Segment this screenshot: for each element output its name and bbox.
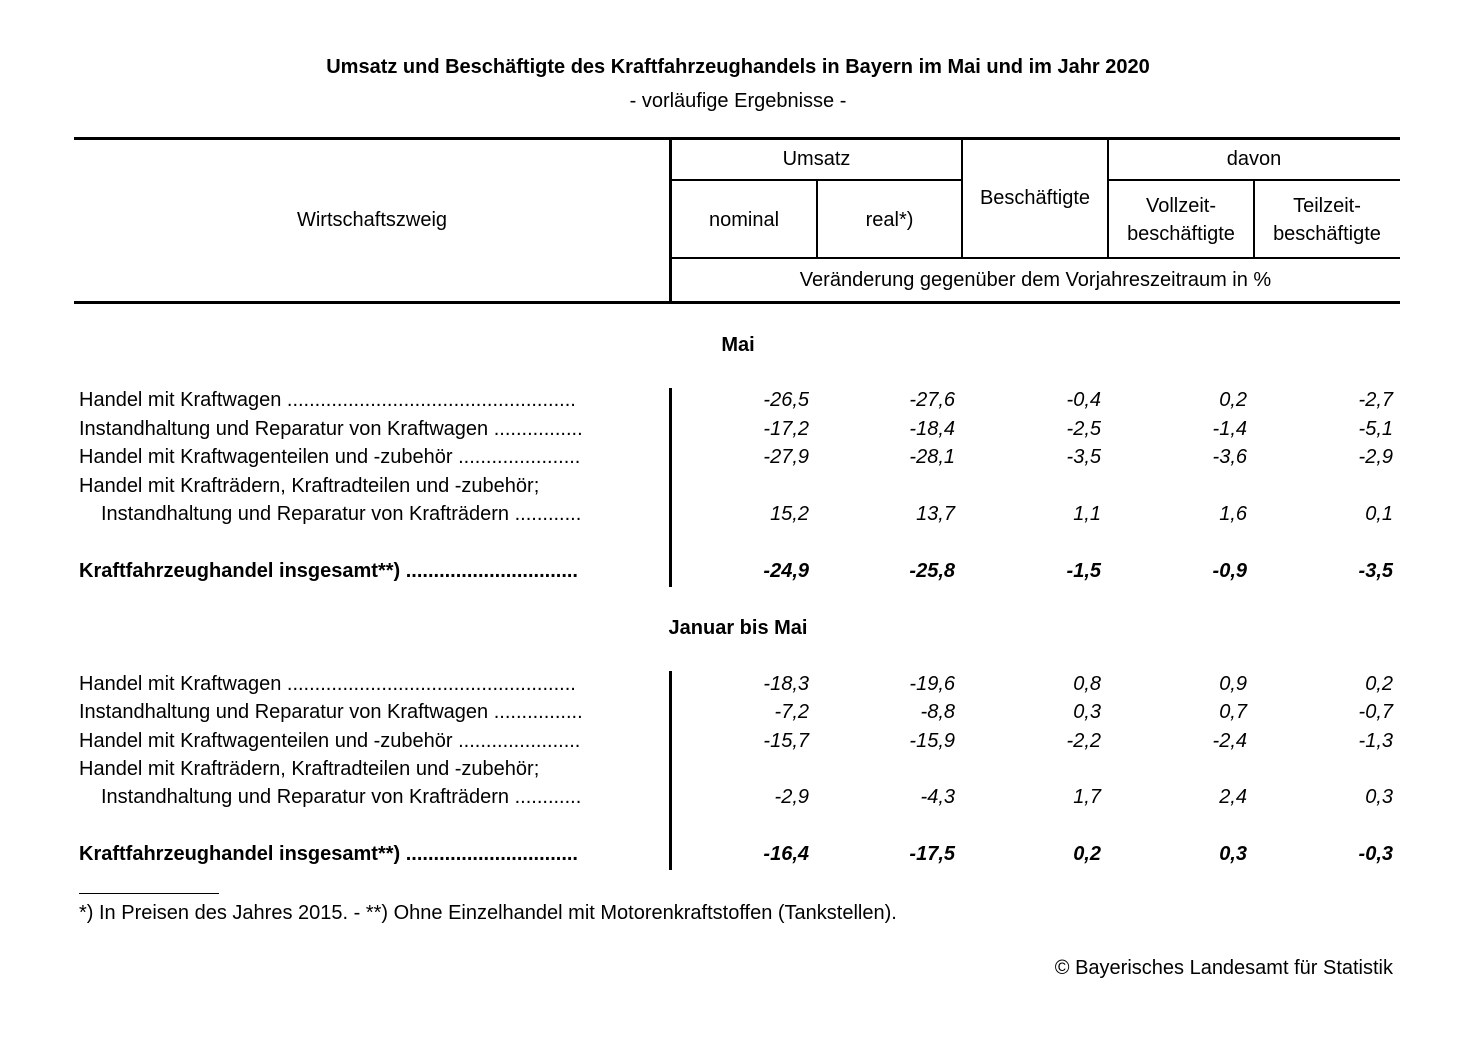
cell-nominal: -2,9 [774,786,809,808]
row-label: Kraftfahrzeughandel insgesamt**) ............................... [79,560,578,582]
cell-teilzeit: -2,9 [1358,446,1393,468]
header-bottom-rule [74,301,1400,304]
cell-nominal: 15,2 [770,503,809,525]
cell-vollzeit: 2,4 [1219,786,1247,808]
cell-vollzeit: 0,7 [1219,701,1247,723]
cell-teilzeit: 0,1 [1365,503,1393,525]
table-row [0,418,1458,446]
cell-real: -25,8 [909,560,955,582]
cell-beschaeftigte: -3,5 [1066,446,1101,468]
cell-nominal: -7,2 [774,701,809,723]
header-wirtschaftszweig: Wirtschaftszweig [296,209,448,231]
cell-beschaeftigte: 0,2 [1073,843,1101,865]
table-row [0,673,1458,701]
cell-beschaeftigte: 1,1 [1073,503,1101,525]
table-row [0,730,1458,758]
header-teilzeit-line1: Teilzeit- [1293,195,1361,217]
table-row [0,786,1458,814]
copyright: © Bayerisches Landesamt für Statistik [1054,957,1393,979]
header-vollzeit-line2: beschäftigte [1127,223,1235,245]
table-row [0,446,1458,474]
footnote-rule [79,893,219,894]
units-rule [670,257,1400,259]
cell-nominal: -24,9 [763,560,809,582]
row-label: Handel mit Kraftwagen .................................................... [79,389,576,411]
header-umsatz: Umsatz [782,148,851,170]
section-title-januar-bis-mai: Januar bis Mai [668,617,808,639]
cell-teilzeit: -3,5 [1358,560,1393,582]
row-label: Instandhaltung und Reparatur von Krafträdern ............ [101,503,582,525]
cell-nominal: -27,9 [763,446,809,468]
footnote: *) In Preisen des Jahres 2015. - **) Ohne Einzelhandel mit Motorenkraftstoffen (Tankstellen). [79,902,897,924]
cell-beschaeftigte: -1,5 [1066,560,1101,582]
cell-vollzeit: -2,4 [1212,730,1247,752]
row-label: Instandhaltung und Reparatur von Krafträdern ............ [101,786,582,808]
table-row [0,758,1458,786]
row-label: Handel mit Kraftwagenteilen und -zubehör ...................... [79,446,581,468]
table-row-total [0,560,1458,588]
cell-nominal: -17,2 [763,418,809,440]
cell-vollzeit: -1,4 [1212,418,1247,440]
cell-vollzeit: 0,2 [1219,389,1247,411]
row-label: Handel mit Kraftwagenteilen und -zubehör ...................... [79,730,581,752]
cell-teilzeit: -5,1 [1358,418,1393,440]
cell-beschaeftigte: -2,2 [1066,730,1101,752]
header-davon: davon [1226,148,1282,170]
cell-real: -17,5 [909,843,955,865]
row-label: Handel mit Kraftwagen .................................................... [79,673,576,695]
cell-vollzeit: 0,9 [1219,673,1247,695]
table-row [0,389,1458,417]
cell-beschaeftigte: 1,7 [1073,786,1101,808]
header-veraenderung: Veränderung gegenüber dem Vorjahreszeitraum in % [799,269,1272,291]
cell-beschaeftigte: -2,5 [1066,418,1101,440]
cell-real: -19,6 [909,673,955,695]
page-title: Umsatz und Beschäftigte des Kraftfahrzeughandels in Bayern im Mai und im Jahr 2020 [326,56,1150,78]
row-label: Instandhaltung und Reparatur von Kraftwagen ................ [79,701,583,723]
cell-nominal: -15,7 [763,730,809,752]
cell-teilzeit: -0,3 [1358,843,1393,865]
table-row [0,503,1458,531]
cell-beschaeftigte: 0,3 [1073,701,1101,723]
cell-teilzeit: -2,7 [1358,389,1393,411]
cell-vollzeit: 0,3 [1219,843,1247,865]
cell-vollzeit: -0,9 [1212,560,1247,582]
page-subtitle: - vorläufige Ergebnisse - [629,90,847,112]
header-beschaeftigte: Beschäftigte [979,187,1091,209]
cell-beschaeftigte: -0,4 [1066,389,1101,411]
cell-nominal: -26,5 [763,389,809,411]
row-label: Kraftfahrzeughandel insgesamt**) ............................... [79,843,578,865]
row-label: Instandhaltung und Reparatur von Kraftwagen ................ [79,418,583,440]
header-vollzeit [1108,192,1254,248]
header-vollzeit-line1: Vollzeit- [1145,195,1217,217]
cell-real: 13,7 [916,503,955,525]
table-row-total [0,843,1458,871]
cell-vollzeit: 1,6 [1219,503,1247,525]
cell-beschaeftigte: 0,8 [1073,673,1101,695]
table-row [0,475,1458,503]
cell-real: -18,4 [909,418,955,440]
row-label: Handel mit Krafträdern, Kraftradteilen und -zubehör; [79,475,540,497]
section-title-mai: Mai [721,334,755,356]
cell-real: -15,9 [909,730,955,752]
cell-real: -27,6 [909,389,955,411]
cell-vollzeit: -3,6 [1212,446,1247,468]
cell-real: -8,8 [920,701,955,723]
cell-teilzeit: -0,7 [1358,701,1393,723]
table-row [0,701,1458,729]
header-teilzeit [1254,192,1400,248]
header-top-rule [74,137,1400,140]
cell-teilzeit: 0,2 [1365,673,1393,695]
cell-real: -28,1 [909,446,955,468]
cell-real: -4,3 [920,786,955,808]
cell-teilzeit: 0,3 [1365,786,1393,808]
row-label: Handel mit Krafträdern, Kraftradteilen und -zubehör; [79,758,540,780]
cell-nominal: -16,4 [763,843,809,865]
cell-teilzeit: -1,3 [1358,730,1393,752]
header-nominal: nominal [708,209,780,231]
header-teilzeit-line2: beschäftigte [1273,223,1381,245]
cell-nominal: -18,3 [763,673,809,695]
header-real: real*) [865,209,914,231]
